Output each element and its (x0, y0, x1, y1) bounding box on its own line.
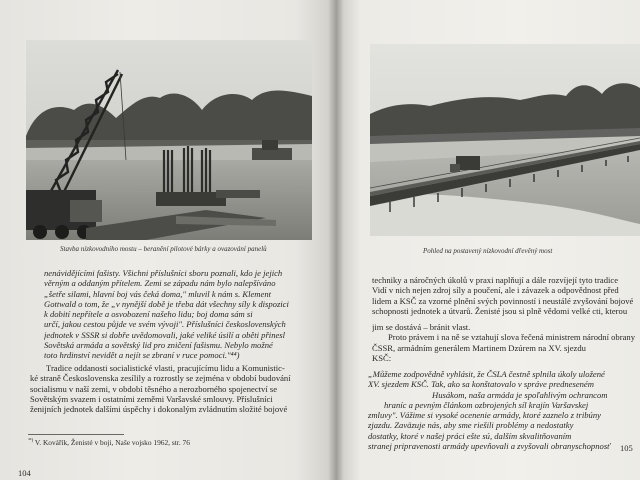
left-quote-line: věrným a oddaným přítelem. Zemi se západu nám bylo nalepšíváno (44, 278, 276, 289)
book-gutter (328, 0, 344, 480)
footnote-rule (28, 434, 124, 435)
left-quote-line: jednotek v SSSR si dobře uvědomovali, jaké veliké úsilí a oběti přinesl (44, 329, 286, 340)
right-body-line: ČSSR, armádním generálem Martinem Dzúrem na XV. sjezdu (372, 342, 586, 353)
left-body-paragraph (30, 363, 316, 414)
left-quote-block (44, 268, 312, 361)
right-quote-line: zmluvy". Vážime si vysoké ocenenie armády, ktoré zaznelo z tribúny (368, 410, 601, 421)
right-quote-line: dostatky, ktoré v našej práci ešte sú, dalším skvalitňovaním (368, 430, 572, 441)
left-photo-caption: Stavba nízkovodního mostu – beranění pilotové bárky a ovazování panelů (60, 245, 267, 253)
left-body-line: socialismu v naší zemi, v období těsného a nerozborného spojenectví se (30, 383, 278, 394)
right-quote-line: Husákom, naša armáda je spoľahlivým ochrancom (432, 389, 608, 400)
right-body-line: KSČ: (372, 352, 392, 363)
left-quote-line: Sovětská armáda a sovětský lid pro zničení fašismu. Nebylo možné (44, 340, 273, 351)
right-body-line: lidem a KSČ za vzorné plnění svých povinností i neustálé zvyšování bojové (372, 295, 634, 306)
right-body-line: Vidí v nich nejen zdroj síly a poučení, ale i závazek a odpovědnost před (372, 285, 619, 296)
left-body-line: Sovětským svazem i ostatními zeměmi Varšavské smlouvy. Příslušníci (30, 393, 273, 404)
right-quote-line: XV. sjezdem KSČ. Tak, ako sa konštatovalo v správe predneseném (368, 379, 594, 390)
right-body-line: schopnosti jednotek a útvarů. Ženisté jsou si plně vědomi velké cti, kterou (372, 305, 628, 316)
left-body-line: ké straně Československa zesílily a rozrostly se zejména v období budování (30, 373, 291, 384)
right-body-line: jim se dostává – bránit vlast. (372, 322, 471, 332)
right-quote-line: hraníc a pevným článkom ozbrojených síl krajín Varšavskej (384, 399, 589, 410)
right-body-paragraph-1 (372, 275, 640, 316)
left-quote-line: určí, jakou cestou půjde ve svém vývoji". Příslušníci československých (44, 319, 286, 330)
left-quote-line: nenávidějícími fašisty. Všichni příslušníci sboru poznali, kdo je jejich (44, 268, 283, 278)
footnote (28, 438, 190, 447)
right-body-line: techniky a náročných úkolů v praxi naplňují a dále rozvíjejí tyto tradice (372, 275, 619, 285)
left-quote-line: „šetře silami, hlavní boj vás čeká doma," mluvil k nám s. Klement (44, 288, 272, 299)
left-quote-line: k dobití nepřítele a osvobození našeho lidu; boj doma sám si (44, 309, 253, 320)
footnote-mark: ⁴⁴) (28, 438, 34, 444)
right-quote-line: stranej pripravenosti armády upevňovali a zvyšovali obranyschopnosť (368, 441, 611, 452)
left-quote-line: toto hrdinství nevidět a nejít se zbraní v ruce pomoci."⁴⁴) (44, 350, 240, 361)
right-body-line: Proto právem i na ně se vztahují slova řečená ministrem národní obrany (388, 332, 635, 343)
right-photo-wooden-bridge (370, 44, 640, 236)
left-photo-crane-bridge (26, 40, 312, 240)
page-number-left: 104 (18, 468, 31, 478)
right-quote-block (368, 369, 640, 451)
left-quote-line: Gottwald o tom, že „v nynější době je třeba dát všechny síly k dispozici (44, 298, 289, 309)
left-body-line: ženijních jednotek dalšími úspěchy i dokonalým zvládnutím složité bojové (30, 404, 288, 415)
right-quote-line: „Můžeme zodpovědně vyhlásit, že ČSLA čestně splnila úkoly uložené (368, 369, 605, 379)
footnote-text: V. Kovářík, Ženisté v boji, Naše vojsko 1962, str. 76 (34, 438, 190, 447)
right-body-paragraph-2 (372, 322, 640, 363)
right-quote-line: zjazdu. Zaväzuje nás, aby sme riešili problémy a nedostatky (368, 420, 574, 431)
left-body-line: Tradice oddanosti socialistické vlasti, pracujícímu lidu a Komunistic- (46, 363, 285, 373)
page-number-right: 105 (620, 443, 633, 453)
right-photo-caption: Pohled na postavený nízkovodní dřevěný most (423, 247, 553, 255)
